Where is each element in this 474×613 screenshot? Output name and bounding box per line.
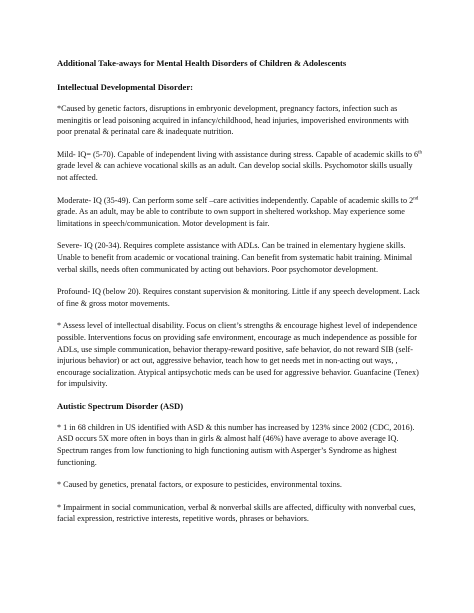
paragraph-severe: Severe- IQ (20-34). Requires complete assistance with ADLs. Can be trained in elementary hygiene skills. Unable to benefit from academic or vocational training. Can benefit from systematic habit training. Minimal verbal skills, needs often communicated by acting out behaviors. Poor psychomotor development. [57, 241, 413, 274]
document-body [57, 58, 425, 536]
paragraph-asd-impairment: * Impairment in social communication, verbal & nonverbal skills are affected, difficulty with nonverbal cues, facial expression, restrictive interests, repetitive words, phrases or behaviors. [57, 502, 416, 524]
paragraph-asd-causes: * Caused by genetics, prenatal factors, or exposure to pesticides, environmental toxins. [57, 480, 342, 490]
paragraph-asd-stats: * 1 in 68 children in US identified with ASD & this number has increased by 123% since 2002 (CDC, 2016). ASD occurs 5X more often in boys than in girls & almost half (46%) have average to above average IQ. Spectrum ranges from low functioning to high functioning autism with Asperger’s Syndrome as highest functioning. [57, 422, 415, 467]
moderate-text-b: grade. As an adult, may be able to contribute to own support in sheltered workshop. May experience some limitations in speech/communication. Motor development is fair. [57, 207, 405, 228]
paragraph-mild [57, 149, 425, 184]
document-title: Additional Take-aways for Mental Health Disorders of Children & Adolescents [57, 58, 347, 68]
mild-text-b: grade level & can achieve vocational skills as an adult. Can develop social skills. Psychomotor skills usually not affected. [57, 161, 413, 182]
paragraph-assess: * Assess level of intellectual disability. Focus on client’s strengths & encourage highest level of independence possible. Interventions focus on providing safe environment, encourage as much independence as possible for ADLs, use simple communication, behavior therapy-reward positive, safe behavior, do not reward SIB (self-injurious behavior) or act out, aggressive behavior, teach how to get needs met in non-acting out ways, , encourage socialization. Atypical antipsychotic meds can be used for aggressive behavior. Guanfacine (Tenex) for impulsivity. [57, 321, 419, 389]
section-heading-autism: Autistic Spectrum Disorder (ASD) [57, 400, 184, 411]
paragraph-profound: Profound- IQ (below 20). Requires constant supervision & monitoring. Little if any speech development. Lack of fine & gross motor movements. [57, 287, 420, 308]
moderate-text-a: Moderate- IQ (35-49). Can perform some self –care activities independently. Capable of academic skills to 2 [57, 195, 414, 205]
mild-superscript: th [418, 150, 423, 156]
moderate-superscript: nd [413, 195, 419, 201]
paragraph-moderate [57, 195, 425, 230]
paragraph-causes: *Caused by genetic factors, disruptions in embryonic development, pregnancy factors, infection such as meningitis or lead poisoning acquired in infancy/childhood, head injuries, impoverished environments with poor prenatal & perinatal care & inadequate nutrition. [57, 104, 409, 137]
section-heading-intellectual: Intellectual Developmental Disorder: [57, 82, 194, 92]
mild-text-a: Mild- IQ= (5-70). Capable of independent living with assistance during stress. Capable of academic skills to 6 [57, 149, 419, 159]
